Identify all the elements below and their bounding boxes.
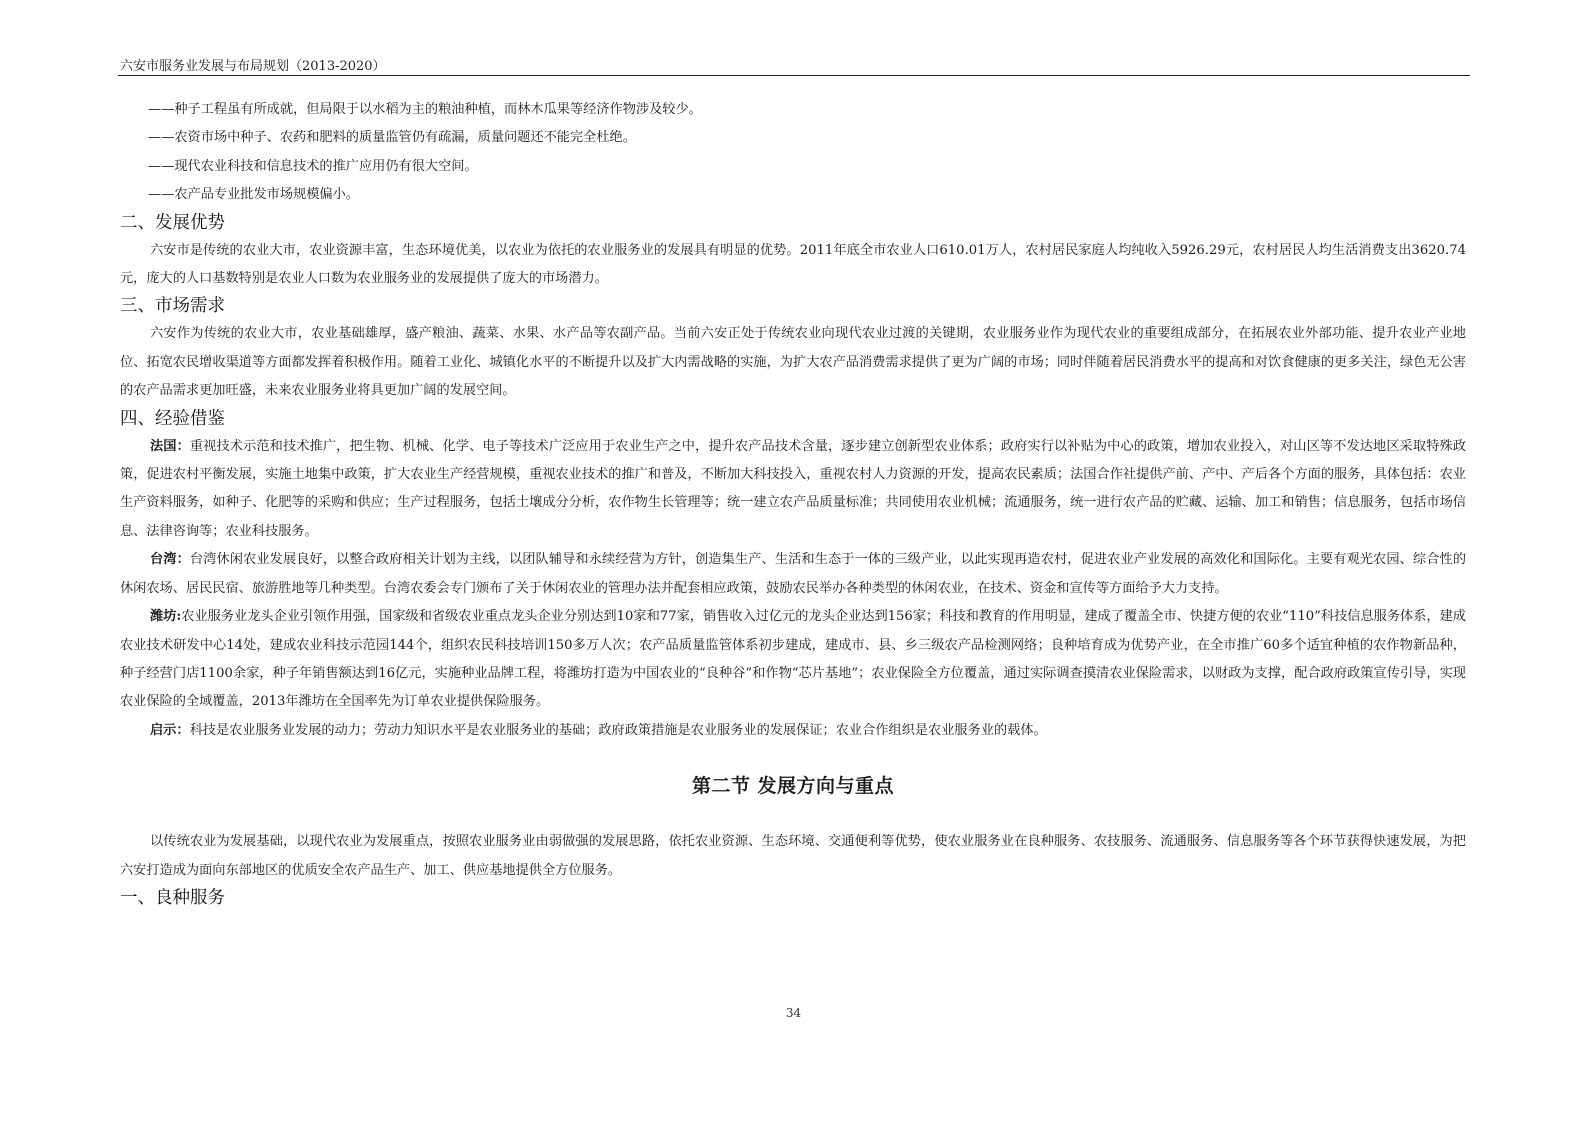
- dash-item-1: ——种子工程虽有所成就，但局限于以水稻为主的粮油种植，而林木瓜果等经济作物涉及较少。: [148, 102, 702, 117]
- text-insight: 科技是农业服务业发展的动力；劳动力知识水平是农业服务业的基础；政府政策措施是农业服务业的发展保证；农业合作组织是农业服务业的载体。: [189, 722, 1047, 738]
- paragraph-france: [120, 433, 1466, 547]
- dash-item-3: ——现代农业科技和信息技术的推广应用仍有很大空间。: [148, 158, 478, 174]
- running-header: 六安市服务业发展与布局规划（2013-2020）: [120, 59, 386, 74]
- header-rule: [118, 75, 1470, 76]
- page-number: 34: [785, 1006, 802, 1020]
- text-france: 重视技术示范和技术推广，把生物、机械、化学、电子等技术广泛应用于农业生产之中，提升农产品技术含量，逐步建立创新型农业体系；政府实行以补贴为中心的政策，增加农业投入，对山区等不发达地区采取特殊政策，促进农村平衡发展，实施土地集中政策，扩大农业生产经营规模，重视农业技术的推广和普及，不断加大科技投入，重视农村人力资源的开发，提高农民素质；法国合作社提供产前、产中、产后各个方面的服务，具体包括：农业生产资料服务，如种子、化肥等的采购和供应；生产过程服务，包括土壤成分分析，农作物生长管理等；统一建立农产品质量标准；共同使用农业机械；流通服务，统一进行农产品的贮藏、运输、加工和销售；信息服务，包括市场信息、法律咨询等；农业科技服务。: [120, 438, 1466, 539]
- heading-market-demand: 三、市场需求: [120, 296, 225, 317]
- heading-seed-services: 一、良种服务: [120, 887, 225, 908]
- text-taiwan: 台湾休闲农业发展良好，以整合政府相关计划为主线，以团队辅导和永续经营为方针，创造集生产、生活和生态于一体的三级产业，以此实现再造农村，促进农业产业发展的高效化和国际化。主要有观光农园、综合性的休闲农场、居民民宿、旅游胜地等几种类型。台湾农委会专门颁布了关于休闲农业的管理办法并配套相应政策，鼓励农民举办各种类型的休闲农业，在技术、资金和宣传等方面给予大力支持。: [120, 552, 1466, 596]
- label-taiwan: 台湾：: [150, 552, 190, 568]
- paragraph-weifang: [120, 603, 1466, 717]
- page-content: [120, 96, 1466, 912]
- text-weifang: 农业服务业龙头企业引领作用强，国家级和省级农业重点龙头企业分别达到10家和77家，销售收入过亿元的龙头企业达到156家；科技和教育的作用明显，建成了覆盖全市、快捷方便的农业“110”科技信息服务体系，建成农业技术研发中心14处，建成农业科技示范园144个，组织农民科技培训150多万人次；农产品质量监管体系初步建成，建成市、县、乡三级农产品检测网络；良种培育成为优势产业，在全市推广60多个适宜种植的农作物新品种，种子经营门店1100余家，种子年销售额达到16亿元，实施种业品牌工程，将潍坊打造为中国农业的“良种谷”和作物“芯片基地”；农业保险全方位覆盖，通过实际调查摸清农业保险需求，以财政为支撑，配合政府政策宣传引导，实现农业保险的全域覆盖，2013年潍坊在全国率先为订单农业提供保险服务。: [120, 609, 1466, 710]
- dash-item-4: ——农产品专业批发市场规模偏小。: [148, 187, 359, 203]
- paragraph-insight: [120, 717, 1466, 745]
- dash-item-2: ——农资市场中种子、农药和肥料的质量监管仍有疏漏，质量问题还不能完全杜绝。: [148, 130, 636, 146]
- heading-experience: 四、经验借鉴: [120, 408, 225, 429]
- paragraph-market-demand: 六安作为传统的农业大市，农业基础雄厚，盛产粮油、蔬菜、水果、水产品等农副产品。当前六安正处于传统农业向现代农业过渡的关键期，农业服务业作为现代农业的重要组成部分，在拓展农业外部功能、提升农业产业地位、拓宽农民增收渠道等方面都发挥着积极作用。随着工业化、城镇化水平的不断提升以及扩大内需战略的实施，为扩大农产品消费需求提供了更为广阔的市场；同时伴随着居民消费水平的提高和对饮食健康的更多关注，绿色无公害的农产品需求更加旺盛，未来农业服务业将具更加广阔的发展空间。: [120, 326, 1466, 399]
- label-weifang: 潍坊:: [150, 609, 182, 625]
- label-france: 法国：: [150, 438, 190, 454]
- section-title: 第二节 发展方向与重点: [691, 775, 895, 798]
- heading-development-advantages: 二、发展优势: [120, 212, 225, 233]
- label-insight: 启示：: [150, 722, 190, 738]
- paragraph-taiwan: [120, 546, 1466, 603]
- paragraph-development-advantages: 六安市是传统的农业大市，农业资源丰富，生态环境优美，以农业为依托的农业服务业的发展具有明显的优势。2011年底全市农业人口610.01万人，农村居民家庭人均纯收入5926.29元，农村居民人均生活消费支出3620.74元，庞大的人口基数特别是农业人口数为农业服务业的发展提供了庞大的市场潜力。: [120, 242, 1466, 287]
- paragraph-intro: 以传统农业为发展基础，以现代农业为发展重点，按照农业服务业由弱做强的发展思路，依托农业资源、生态环境、交通便利等优势，使农业服务业在良种服务、农技服务、流通服务、信息服务等各个环节获得快速发展，为把六安打造成为面向东部地区的优质安全农产品生产、加工、供应基地提供全方位服务。: [120, 834, 1466, 878]
